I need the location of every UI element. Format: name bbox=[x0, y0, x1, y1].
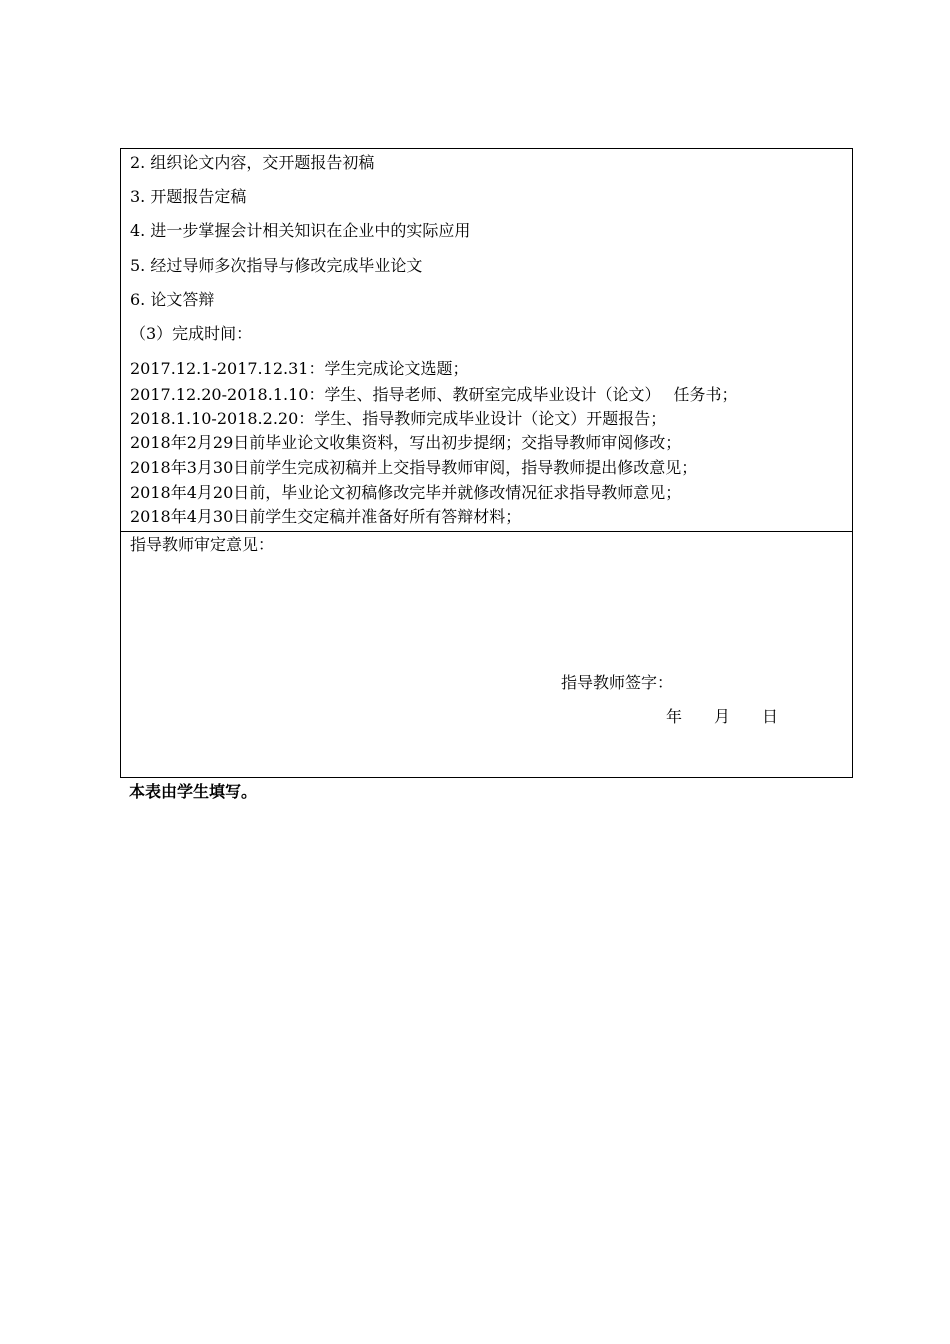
review-heading: 指导教师审定意见： bbox=[130, 535, 275, 554]
date-month: 月 bbox=[714, 707, 731, 726]
schedule-item: 2017.12.1-2017.12.31：学生完成论文选题； bbox=[130, 359, 469, 378]
row-divider bbox=[121, 531, 852, 532]
schedule-item: 2018.1.10-2018.2.20：学生、指导教师完成毕业设计（论文）开题报告； bbox=[130, 409, 667, 428]
date-day: 日 bbox=[762, 707, 779, 726]
schedule-item: 2018年3月30日前学生完成初稿并上交指导教师审阅，指导教师提出修改意见； bbox=[130, 458, 698, 477]
plan-step-5: 5. 经过导师多次指导与修改完成毕业论文 bbox=[130, 256, 423, 275]
task-form-table bbox=[120, 148, 853, 778]
plan-step-4: 4. 进一步掌握会计相关知识在企业中的实际应用 bbox=[130, 221, 471, 240]
schedule-item: 2017.12.20-2018.1.10：学生、指导老师、教研室完成毕业设计（论文） 任务书； bbox=[130, 385, 738, 404]
plan-step-3: 3. 开题报告定稿 bbox=[130, 187, 247, 206]
schedule-item: 2018年2月29日前毕业论文收集资料，写出初步提纲；交指导教师审阅修改； bbox=[130, 433, 682, 452]
completion-time-heading: （3）完成时间： bbox=[130, 324, 253, 343]
table-footnote: 本表由学生填写。 bbox=[129, 782, 258, 801]
schedule-item: 2018年4月30日前学生交定稿并准备好所有答辩材料； bbox=[130, 507, 522, 526]
signature-label: 指导教师签字： bbox=[561, 673, 674, 692]
signature-date bbox=[666, 707, 778, 727]
schedule-item: 2018年4月20日前，毕业论文初稿修改完毕并就修改情况征求指导教师意见； bbox=[130, 483, 682, 502]
plan-step-6: 6. 论文答辩 bbox=[130, 290, 215, 309]
plan-step-2: 2. 组织论文内容，交开题报告初稿 bbox=[130, 153, 375, 172]
date-year: 年 bbox=[666, 707, 683, 726]
